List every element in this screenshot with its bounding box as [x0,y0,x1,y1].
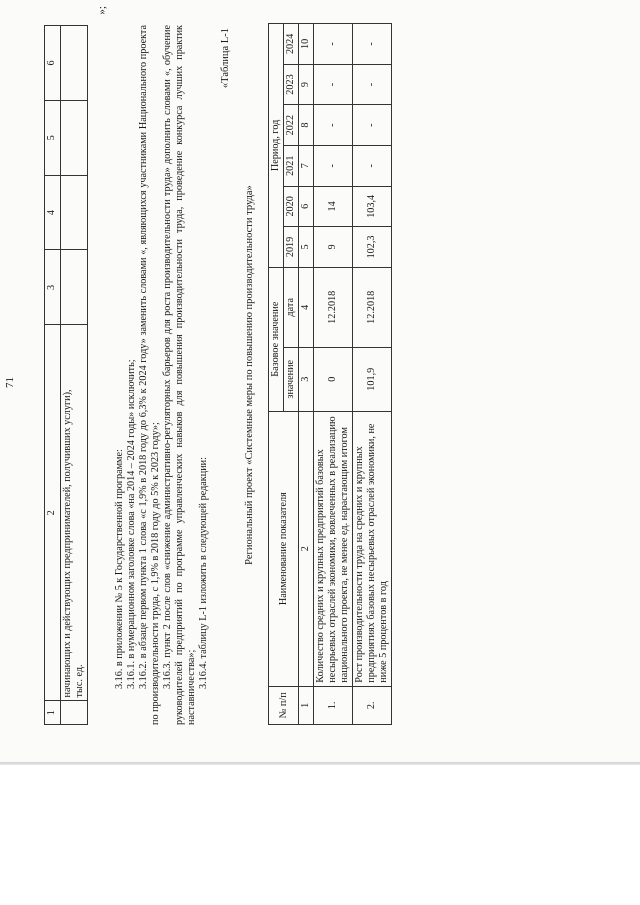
header-year: 2019 [284,227,299,268]
index-cell: 3 [299,347,314,411]
indicators-table [268,23,392,725]
header-year: 2024 [284,24,299,65]
table-cell [61,701,88,725]
index-cell: 1 [299,686,314,724]
index-cell: 9 [299,64,314,105]
table-cell [61,250,88,325]
header-num: № п/п [269,686,299,724]
index-cell: 5 [299,227,314,268]
header-cell: 2 [45,325,61,701]
row-year-value: - [353,105,392,146]
continued-table [44,25,88,725]
row-year-value: 9 [314,227,353,268]
quote-end-mark: »; [96,6,108,15]
header-cell: 3 [45,250,61,325]
header-period: Период, год [269,24,284,268]
row-year-value: - [314,64,353,105]
index-cell: 4 [299,267,314,347]
amendment-paragraphs [114,25,210,725]
table-header-row [269,24,284,725]
row-year-value: 102,3 [353,227,392,268]
row-num: 1. [314,686,353,724]
row-year-value: - [353,145,392,186]
table-row [61,26,88,725]
table-header-row [45,26,61,725]
row-base-value: 0 [314,347,353,411]
header-base-date: дата [284,267,299,347]
row-name: Рост производительности труда на средних и крупных предприятиях базовых несырьевых отраслей экономики, не ниже 5 процентов в год [353,411,392,686]
header-year: 2022 [284,105,299,146]
table-row [353,24,392,725]
paragraph: 3.16. в приложении № 5 к Государственной программе: [114,449,125,689]
header-year: 2021 [284,145,299,186]
scan-background [0,765,640,905]
header-base: Базовое значение [269,267,284,411]
table-title: Региональный проект «Системные меры по повышению производительности труда» [244,185,255,565]
header-cell: 1 [45,701,61,725]
row-year-value: - [314,145,353,186]
index-row [299,24,314,725]
row-year-value: - [314,24,353,65]
row-text-line: тыс. ед. [74,664,86,698]
row-year-value: 14 [314,186,353,227]
header-year: 2020 [284,186,299,227]
header-name: Наименование показателя [269,411,299,686]
row-base-value: 101,9 [353,347,392,411]
header-cell: 5 [45,100,61,175]
row-year-value: - [353,24,392,65]
table-cell [61,175,88,250]
table-label: «Таблица L-1 [220,28,231,89]
row-base-date: 12.2018 [353,267,392,347]
row-year-value: 103,4 [353,186,392,227]
index-cell: 2 [299,411,314,686]
row-name: Количество средних и крупных предприятий базовых несырьевых отраслей экономики, вовлеченных в реализацию национального проекта, не менее ед. нарастающим итогом [314,411,353,686]
header-cell: 6 [45,26,61,101]
table-cell [61,100,88,175]
row-base-date: 12.2018 [314,267,353,347]
index-cell: 6 [299,186,314,227]
header-base-value: значение [284,347,299,411]
paragraph: 3.16.4. таблицу L-1 изложить в следующей редакции: [198,457,210,689]
index-cell: 8 [299,105,314,146]
index-cell: 7 [299,145,314,186]
table-cell [61,325,88,701]
row-year-value: - [353,64,392,105]
header-year: 2023 [284,64,299,105]
paragraph: 3.16.3. пункт 2 после слов «снижение административно-регуляторных барьеров для роста производительности труда» дополнить словами «, обучение руководителей предприятий по программе управленческих навыков для повышения производительности труда, проведение конкурса лучших практик наставничества»; [162,25,198,725]
row-text-line: начинающих и действующих предпринимателей, получивших услуги), [62,389,73,698]
table-row [314,24,353,725]
row-year-value: - [314,105,353,146]
index-cell: 10 [299,24,314,65]
page-number: 71 [4,377,16,388]
table-cell [61,26,88,101]
paragraph: 3.16.1. в нумерационном заголовке слова «на 2014 – 2024 годы» исключить; [126,359,138,689]
header-cell: 4 [45,175,61,250]
paragraph: 3.16.2. в абзаце первом пункта 1 слова «с 1,9% в 2018 году до 6,3% к 2024 году» заменить словами «, являющихся участниками Национального проекта по производительности труда, с 1,9% в 2018 году до 5% к 2023 году»; [138,25,162,725]
row-num: 2. [353,686,392,724]
